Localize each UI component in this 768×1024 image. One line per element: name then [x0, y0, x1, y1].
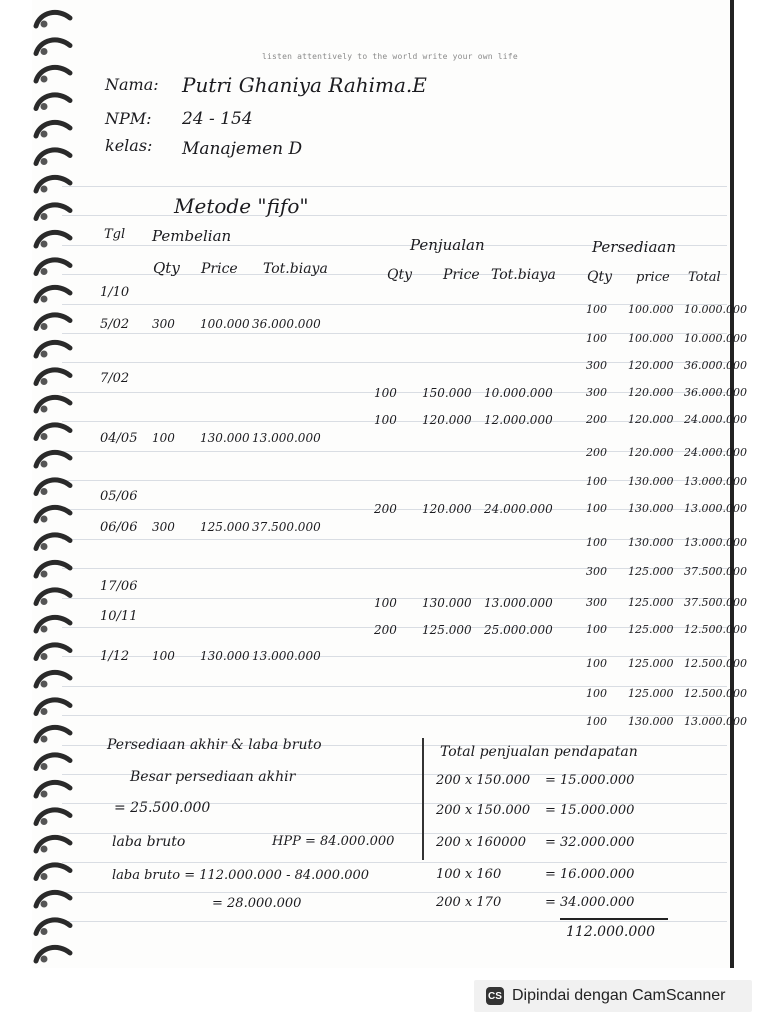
spiral-binding — [0, 0, 78, 968]
spiral-ring — [36, 67, 70, 82]
sales-result: = 16.000.000 — [545, 867, 635, 882]
ledger-date: 10/11 — [100, 609, 138, 624]
col-pembelian: Pembelian — [152, 227, 232, 245]
npm-label: NPM: — [105, 109, 152, 128]
persediaan-cell: 300 — [586, 596, 607, 609]
spiral-ring — [36, 205, 70, 220]
persediaan-cell: 100 — [586, 303, 607, 316]
persediaan-price-header: price — [636, 270, 670, 285]
persediaan-cell: 13.000.000 — [684, 502, 747, 515]
spiral-ring — [36, 617, 70, 632]
sales-result: = 34.000.000 — [545, 895, 635, 910]
pembelian-cell: 300 — [152, 520, 175, 534]
persediaan-cell: 130.000 — [628, 502, 674, 515]
laba-bruto-label: laba bruto — [112, 834, 186, 850]
sales-expression: 100 x 160 — [436, 867, 502, 882]
penjualan-cell: 12.000.000 — [484, 413, 553, 427]
spiral-ring — [36, 645, 70, 660]
persediaan-cell: 24.000.000 — [684, 413, 747, 426]
penjualan-cell: 100 — [374, 386, 397, 400]
persediaan-cell: 100 — [586, 332, 607, 345]
spiral-ring — [36, 507, 70, 522]
persediaan-cell: 100 — [586, 623, 607, 636]
spiral-ring — [36, 562, 70, 577]
spiral-ring — [36, 370, 70, 385]
persediaan-cell: 100 — [586, 536, 607, 549]
camscanner-badge — [474, 980, 752, 1012]
method-title: Metode "fifo" — [174, 194, 309, 218]
penjualan-cell: 200 — [374, 623, 397, 637]
ruled-line — [62, 892, 727, 893]
summary-divider — [422, 738, 424, 860]
persediaan-cell: 24.000.000 — [684, 446, 747, 459]
persediaan-cell: 12.500.000 — [684, 623, 747, 636]
spiral-ring — [36, 40, 70, 55]
sales-expression: 200 x 170 — [436, 895, 502, 910]
spiral-ring — [36, 810, 70, 825]
penjualan-qty-header: Qty — [387, 267, 413, 283]
ledger-date: 04/05 — [100, 431, 138, 446]
pembelian-cell: 100.000 — [200, 317, 250, 331]
persediaan-cell: 130.000 — [628, 715, 674, 728]
pembelian-cell: 36.000.000 — [252, 317, 321, 331]
penjualan-cell: 125.000 — [422, 623, 472, 637]
penjualan-cell: 130.000 — [422, 596, 472, 610]
pembelian-cell: 37.500.000 — [252, 520, 321, 534]
ledger-date: 17/06 — [100, 579, 138, 594]
summary-right-title: Total penjualan pendapatan — [440, 744, 638, 760]
ruled-line — [62, 186, 727, 187]
sales-expression: 200 x 150.000 — [436, 803, 531, 818]
laba-bruto-result: = 28.000.000 — [212, 896, 302, 911]
persediaan-cell: 100 — [586, 475, 607, 488]
penjualan-cell: 100 — [374, 413, 397, 427]
penjualan-price-header: Price — [443, 267, 480, 283]
ruled-line — [62, 921, 727, 922]
col-penjualan: Penjualan — [410, 236, 485, 254]
ruled-line — [62, 862, 727, 863]
pembelian-cell: 100 — [152, 649, 175, 663]
notebook-motto: listen attentively to the world write your own life — [262, 52, 518, 61]
persediaan-cell: 13.000.000 — [684, 475, 747, 488]
spiral-ring — [36, 260, 70, 275]
penjualan-totbiaya-header: Tot.biaya — [491, 267, 556, 283]
ledger-date: 5/02 — [100, 317, 130, 332]
spiral-ring — [36, 700, 70, 715]
spiral-ring — [36, 150, 70, 165]
persediaan-cell: 12.500.000 — [684, 657, 747, 670]
besar-persediaan-label: Besar persediaan akhir — [130, 769, 296, 785]
spiral-ring — [36, 315, 70, 330]
spiral-ring — [36, 425, 70, 440]
spiral-ring — [36, 837, 70, 852]
ledger-date: 7/02 — [100, 371, 130, 386]
persediaan-cell: 300 — [586, 565, 607, 578]
spiral-ring — [36, 590, 70, 605]
ledger-date: 06/06 — [100, 520, 138, 535]
summary-left-title: Persediaan akhir & laba bruto — [107, 737, 322, 753]
spiral-ring — [36, 755, 70, 770]
spiral-ring — [36, 947, 70, 962]
persediaan-cell: 100 — [586, 687, 607, 700]
persediaan-qty-header: Qty — [587, 269, 613, 285]
persediaan-cell: 100.000 — [628, 303, 674, 316]
grand-total: 112.000.000 — [566, 924, 656, 940]
penjualan-cell: 25.000.000 — [484, 623, 553, 637]
spiral-ring — [36, 782, 70, 797]
persediaan-cell: 100 — [586, 657, 607, 670]
persediaan-cell: 37.500.000 — [684, 565, 747, 578]
persediaan-cell: 13.000.000 — [684, 536, 747, 549]
col-tgl: Tgl — [104, 227, 126, 242]
sales-expression: 200 x 160000 — [436, 835, 527, 850]
persediaan-cell: 120.000 — [628, 413, 674, 426]
persediaan-cell: 120.000 — [628, 359, 674, 372]
persediaan-cell: 125.000 — [628, 623, 674, 636]
spiral-ring — [36, 122, 70, 137]
hpp-text: HPP = 84.000.000 — [272, 834, 395, 849]
persediaan-cell: 36.000.000 — [684, 386, 747, 399]
pembelian-totbiaya-header: Tot.biaya — [263, 261, 328, 277]
persediaan-cell: 125.000 — [628, 565, 674, 578]
persediaan-cell: 300 — [586, 386, 607, 399]
pembelian-qty-header: Qty — [153, 259, 180, 277]
pembelian-cell: 130.000 — [200, 431, 250, 445]
nama-value: Putri Ghaniya Rahima.E — [182, 73, 427, 97]
persediaan-cell: 130.000 — [628, 536, 674, 549]
spiral-ring — [36, 397, 70, 412]
camscanner-logo-icon: CS — [486, 987, 504, 1005]
pembelian-cell: 300 — [152, 317, 175, 331]
pembelian-cell: 100 — [152, 431, 175, 445]
persediaan-cell: 100.000 — [628, 332, 674, 345]
spiral-ring — [36, 12, 70, 27]
persediaan-cell: 120.000 — [628, 446, 674, 459]
persediaan-cell: 200 — [586, 413, 607, 426]
penjualan-cell: 120.000 — [422, 413, 472, 427]
pembelian-cell: 13.000.000 — [252, 431, 321, 445]
ledger-date: 1/10 — [100, 285, 130, 300]
persediaan-total-header: Total — [688, 270, 721, 285]
pembelian-cell: 130.000 — [200, 649, 250, 663]
spiral-ring — [36, 342, 70, 357]
pembelian-price-header: Price — [201, 261, 238, 277]
persediaan-cell: 130.000 — [628, 475, 674, 488]
persediaan-cell: 125.000 — [628, 657, 674, 670]
spiral-ring — [36, 672, 70, 687]
penjualan-cell: 200 — [374, 502, 397, 516]
spiral-ring — [36, 95, 70, 110]
col-persediaan: Persediaan — [592, 238, 676, 256]
spiral-ring — [36, 452, 70, 467]
spiral-ring — [36, 480, 70, 495]
spiral-ring — [36, 177, 70, 192]
kelas-label: kelas: — [105, 136, 153, 155]
penjualan-cell: 13.000.000 — [484, 596, 553, 610]
penjualan-cell: 120.000 — [422, 502, 472, 516]
sales-result: = 15.000.000 — [545, 773, 635, 788]
persediaan-cell: 125.000 — [628, 596, 674, 609]
penjualan-cell: 150.000 — [422, 386, 472, 400]
pembelian-cell: 125.000 — [200, 520, 250, 534]
persediaan-cell: 200 — [586, 446, 607, 459]
persediaan-cell: 100 — [586, 502, 607, 515]
persediaan-cell: 37.500.000 — [684, 596, 747, 609]
nama-label: Nama: — [105, 75, 159, 94]
penjualan-cell: 100 — [374, 596, 397, 610]
spiral-ring — [36, 287, 70, 302]
ledger-date: 05/06 — [100, 489, 138, 504]
spiral-ring — [36, 892, 70, 907]
persediaan-cell: 10.000.000 — [684, 332, 747, 345]
npm-value: 24 - 154 — [182, 109, 253, 129]
sales-expression: 200 x 150.000 — [436, 773, 531, 788]
pembelian-cell: 13.000.000 — [252, 649, 321, 663]
persediaan-cell: 36.000.000 — [684, 359, 747, 372]
penjualan-cell: 10.000.000 — [484, 386, 553, 400]
spiral-ring — [36, 727, 70, 742]
sales-result: = 32.000.000 — [545, 835, 635, 850]
camscanner-label: Dipindai dengan CamScanner — [512, 987, 726, 1004]
spiral-ring — [36, 535, 70, 550]
ruled-line — [62, 215, 727, 216]
persediaan-cell: 13.000.000 — [684, 715, 747, 728]
persediaan-cell: 10.000.000 — [684, 303, 747, 316]
persediaan-cell: 12.500.000 — [684, 687, 747, 700]
kelas-value: Manajemen D — [182, 139, 303, 159]
persediaan-cell: 125.000 — [628, 687, 674, 700]
penjualan-cell: 24.000.000 — [484, 502, 553, 516]
persediaan-cell: 100 — [586, 715, 607, 728]
persediaan-cell: 120.000 — [628, 386, 674, 399]
sales-result: = 15.000.000 — [545, 803, 635, 818]
spiral-ring — [36, 920, 70, 935]
persediaan-cell: 300 — [586, 359, 607, 372]
total-underline — [560, 918, 668, 920]
spiral-ring — [36, 232, 70, 247]
besar-persediaan-value: = 25.500.000 — [114, 800, 211, 816]
ledger-date: 1/12 — [100, 649, 130, 664]
laba-bruto-calc: laba bruto = 112.000.000 - 84.000.000 — [112, 868, 370, 883]
spiral-ring — [36, 865, 70, 880]
